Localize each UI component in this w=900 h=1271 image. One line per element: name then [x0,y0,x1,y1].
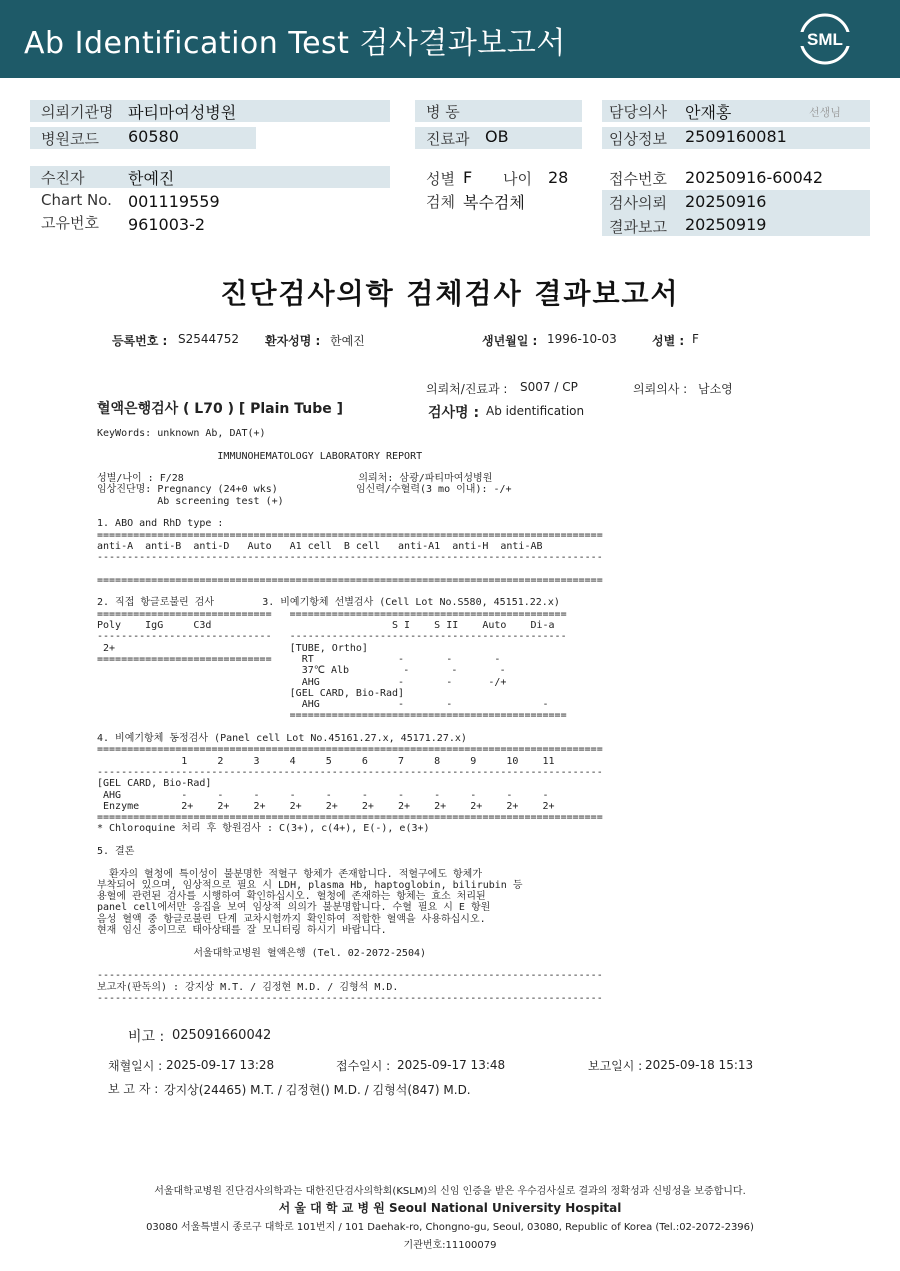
report-line: 2. 직접 항글로불린 검사 3. 비예기항체 선별검사 (Cell Lot No.S580, 45151.22.x) [97,597,560,609]
report-line [97,586,603,597]
reg-value: S2544752 [178,332,240,346]
report-line: ==================================================================================== [97,574,603,586]
code-value: 60580 [128,127,179,146]
reporter-value: 강지상(24465) M.T. / 김정현() M.D. / 김형석(847) M.D. [164,1083,471,1097]
code-label: 병원코드 [41,130,99,148]
report-line: [GEL CARD, Bio-Rad] [97,778,212,790]
report-line: Ab screening test (+) [97,495,284,507]
hospital-value: 파티마여성병원 [128,103,237,122]
report-line [97,722,603,733]
dept-label: 진료과 [426,130,470,148]
report-header-title: Ab Identification Test 검사결과보고서 [24,26,566,61]
reporter-label: 보 고 자 : [108,1082,159,1096]
report-line [97,507,603,518]
chart-value: 001119559 [128,192,220,211]
report-line: ----------------------------- ---------------------------------------------- [97,631,567,643]
report-line [97,439,603,450]
test-item-value: Ab identification [486,404,585,418]
report-line: 37℃ Alb - - - [97,665,506,677]
test-name: 혈액은행검사 ( L70 ) [ Plain Tube ] [97,401,344,417]
reg-label: 등록번호 : [112,334,168,348]
report-line: AHG - - - [97,699,549,711]
sex-row-value: F [692,332,699,346]
report-line: panel cell에서만 응집을 보여 임상적 의의가 불분명합니다. 수혈 필요 시 E 항원 [97,902,491,914]
report-line [97,564,603,575]
report-line: ------------------------------------------------------------------------------------ [97,552,603,564]
footer-institution-code: 기관번호:11100079 [403,1240,497,1251]
receipt-label: 접수번호 [609,170,667,188]
report-line: 용혈에 관련된 검사를 시행하여 확인하십시오. 혈청에 존재하는 항체는 효소 처리된 [97,891,486,903]
report-line: 4. 비예기항체 동정검사 (Panel cell Lot No.45161.27.x, 45171.27.x) [97,733,467,745]
report-time-value: 2025-09-18 15:13 [645,1058,754,1072]
sex-value: F [463,168,473,187]
report-line: 서울대학교병원 혈액은행 (Tel. 02-2072-2504) [97,947,427,959]
test-item-label: 검사명 : [428,405,480,421]
accept-value: 2025-09-17 13:48 [397,1058,506,1072]
report-line: 부착되어 있으며, 임상적으로 필요 시 LDH, plasma Hb, haptoglobin, bilirubin 등 [97,879,523,891]
report-line: ------------------------------------------------------------------------------------ [97,766,603,778]
report-line: ============================================== [97,710,567,722]
remark-label: 비고 : [128,1029,165,1045]
remark-value: 025091660042 [172,1028,272,1043]
report-line [97,857,603,868]
report-line: ==================================================================================== [97,529,603,541]
report-date-value: 20250919 [685,215,767,234]
specimen-label: 검체 [426,193,455,211]
report-line: 현재 임신 중이므로 태아상태를 잘 모니터링 하시기 바랍니다. [97,925,387,937]
hospital-label: 의뢰기관명 [41,103,114,121]
collect-value: 2025-09-17 13:28 [166,1058,275,1072]
report-line: Enzyme 2+ 2+ 2+ 2+ 2+ 2+ 2+ 2+ 2+ 2+ 2+ [97,800,555,812]
request-dept-label: 의뢰처/진료과 : [426,382,508,396]
sml-logo [798,12,852,66]
specimen-value: 복수검체 [463,193,525,212]
report-line: 음성 혈액 중 항글로불린 단계 교차시험까지 확인하여 적합한 혈액을 사용하십시오. [97,913,486,925]
report-line [97,959,603,970]
svg-text:SML: SML [807,30,843,49]
patient-label: 수진자 [41,169,85,187]
report-line: 성별/나이 : F/28 의뢰처: 삼광/파티마여성병원 [97,473,493,485]
report-line: IMMUNOHEMATOLOGY LABORATORY REPORT [97,450,423,462]
report-line: 5. 결론 [97,845,135,857]
document-title: 진단검사의학 검체검사 결과보고서 [220,277,680,310]
footer-certification: 서울대학교병원 진단검사의학과는 대한진단검사의학회(KSLM)의 신임 인증을 받은 우수검사실로 결과의 정확성과 신빙성을 보증합니다. [154,1186,746,1197]
report-line: AHG - - - - - - - - - - - [97,789,549,801]
dept-value: OB [485,127,509,146]
report-line: ============================= RT - - - [97,653,501,665]
report-line: ============================= ============================================== [97,608,567,620]
doctor-value: 안재홍 [685,103,732,122]
report-time-label: 보고일시 : [588,1059,643,1073]
patient-value: 한예진 [128,169,175,188]
report-line: AHG - - -/+ [97,676,507,688]
report-line [97,936,603,947]
age-label: 나이 [503,170,532,188]
age-value: 28 [548,168,569,187]
footer-hospital-name: 서 울 대 학 교 병 원 Seoul National University Hospital [278,1201,622,1215]
uid-value: 961003-2 [128,215,206,234]
report-line: anti-A anti-B anti-D Auto A1 cell B cell anti-A1 anti-H anti-AB [97,540,543,552]
report-line: 보고자(판독의) : 강지상 M.T. / 김정현 M.D. / 김형석 M.D. [97,981,399,993]
clinical-label: 임상정보 [609,130,667,148]
request-label: 검사의뢰 [609,194,667,212]
receipt-value: 20250916-60042 [685,168,824,187]
report-line: KeyWords: unknown Ab, DAT(+) [97,428,266,439]
report-line: ------------------------------------------------------------------------------------ [97,970,603,982]
doctor-label: 담당의사 [609,103,667,121]
report-line: ------------------------------------------------------------------------------------ [97,992,603,1004]
accept-label: 접수일시 : [336,1059,391,1073]
report-line: 1. ABO and RhD type : [97,518,224,530]
report-line: [GEL CARD, Bio-Rad] [97,687,405,699]
report-line: * Chloroquine 처리 후 항원검사 : C(3+), c(4+), E(-), e(3+) [97,823,430,835]
report-line [97,462,603,473]
sex-label: 성별 [426,170,455,188]
report-line [97,835,603,846]
request-doctor-value: 남소영 [698,382,733,396]
report-header [0,0,900,78]
lab-report-block [97,428,603,1004]
collect-label: 채혈일시 : [108,1059,163,1073]
footer-address: 03080 서울특별시 종로구 대학로 101번지 / 101 Daehak-ro, Chongno-gu, Seoul, 03080, Republic of Korea (Tel.:02-2072-2396) [146,1222,754,1233]
sex-row-label: 성별 : [652,334,685,348]
name-value: 한예진 [330,334,365,348]
name-label: 환자성명 : [265,334,321,348]
request-dept-value: S007 / CP [520,380,578,394]
clinical-value: 2509160081 [685,127,787,146]
uid-label: 고유번호 [41,214,99,232]
report-line: 임상진단명: Pregnancy (24+0 wks) 임신력/수혈력(3 mo 이내): -/+ [97,484,512,496]
report-line: 2+ [TUBE, Ortho] [97,642,368,654]
report-line: 1 2 3 4 5 6 7 8 9 10 11 [97,755,555,767]
request-value: 20250916 [685,192,767,211]
dob-value: 1996-10-03 [547,332,617,346]
report-line: ==================================================================================== [97,812,603,824]
report-line: Poly IgG C3d S I S II Auto Di-a [97,620,555,632]
request-doctor-label: 의뢰의사 : [633,382,688,396]
report-date-label: 결과보고 [609,218,667,236]
doctor-suffix: 선생님 [809,106,841,119]
report-line: ==================================================================================== [97,744,603,756]
report-line: 환자의 혈청에 특이성이 불분명한 적혈구 항체가 존재합니다. 적혈구에도 항체가 [97,868,483,880]
dob-label: 생년월일 : [482,334,538,348]
ward-label: 병 동 [426,103,460,121]
chart-label: Chart No. [41,191,112,209]
